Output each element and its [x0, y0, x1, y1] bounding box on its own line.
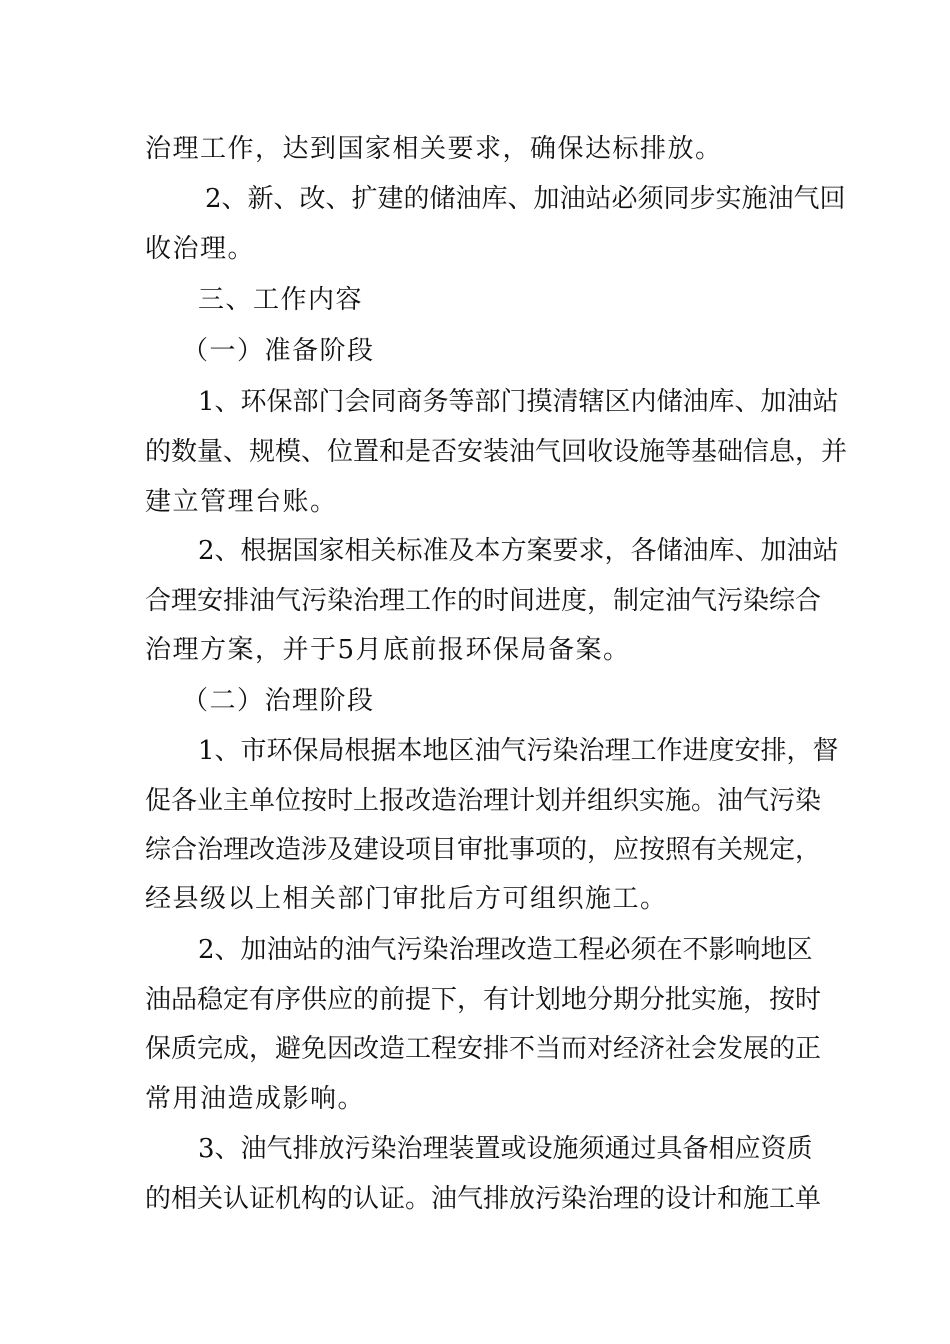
body-text-line: 收治理。 [145, 234, 256, 264]
body-text-line: 常用油造成影响。 [145, 1084, 366, 1114]
body-text-line: 经县级以上相关部门审批后方可组织施工。 [145, 884, 668, 914]
body-text-line: 治理方案，并于5月底前报环保局备案。 [145, 635, 631, 665]
body-text-line: 治理工作，达到国家相关要求，确保达标排放。 [145, 134, 723, 164]
body-text-line: 1、环保部门会同商务等部门摸清辖区内储油库、加油站 [198, 387, 839, 417]
body-text-line: 3、油气排放污染治理装置或设施须通过具备相应资质 [198, 1134, 813, 1164]
subsection-heading: （二）治理阶段 [182, 686, 375, 716]
body-text-line: 2、根据国家相关标准及本方案要求，各储油库、加油站 [198, 536, 839, 566]
subsection-heading: （一）准备阶段 [182, 336, 375, 366]
body-text-line: 的相关认证机构的认证。油气排放污染治理的设计和施工单 [145, 1184, 822, 1214]
body-text-line: 油品稳定有序供应的前提下，有计划地分期分批实施，按时 [145, 985, 822, 1015]
body-text-line: 2、新、改、扩建的储油库、加油站必须同步实施油气回 [205, 184, 846, 214]
section-heading: 三、工作内容 [198, 285, 364, 315]
body-text-line: 综合治理改造涉及建设项目审批事项的，应按照有关规定， [145, 835, 822, 865]
body-text-line: 保质完成，避免因改造工程安排不当而对经济社会发展的正 [145, 1034, 822, 1064]
body-text-line: 合理安排油气污染治理工作的时间进度，制定油气污染综合 [145, 586, 822, 616]
body-text-line: 促各业主单位按时上报改造治理计划并组织实施。油气污染 [145, 786, 822, 816]
body-text-line: 建立管理台账。 [145, 487, 338, 517]
body-text-line: 1、市环保局根据本地区油气污染治理工作进度安排，督 [198, 736, 839, 766]
body-text-line: 的数量、规模、位置和是否安装油气回收设施等基础信息，并 [145, 437, 848, 467]
body-text-line: 2、加油站的油气污染治理改造工程必须在不影响地区 [198, 935, 813, 965]
